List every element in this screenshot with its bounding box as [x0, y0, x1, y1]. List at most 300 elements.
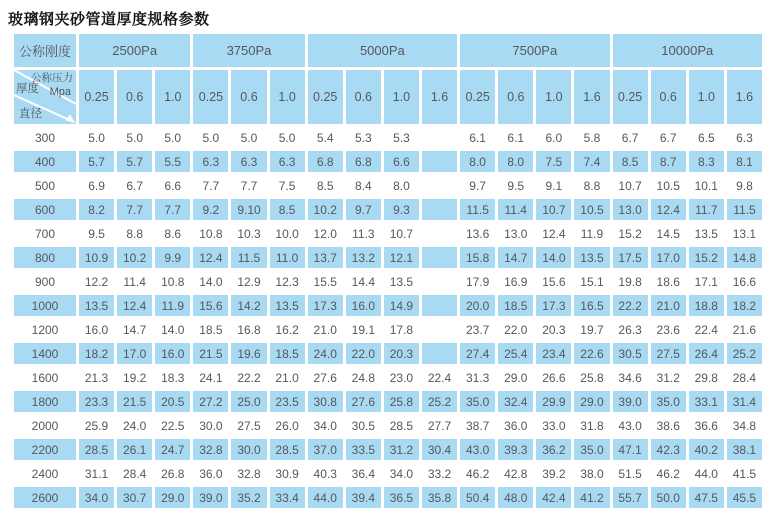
thickness-value: 27.7 [427, 418, 452, 433]
thickness-value: 5.5 [155, 151, 190, 172]
thickness-value: 6.0 [545, 130, 563, 145]
thickness-value: 34.6 [618, 370, 642, 385]
thickness-value: 41.5 [732, 466, 757, 481]
thickness-value: 8.8 [583, 178, 601, 193]
diameter-cell: 2200 [14, 439, 76, 460]
thickness-value: 9.5 [88, 226, 105, 241]
thickness-value: 18.2 [727, 295, 762, 316]
thickness-value: 36.6 [694, 418, 718, 433]
table-row [14, 223, 762, 244]
thickness-value: 17.0 [117, 343, 152, 364]
thickness-value: 25.0 [231, 391, 266, 412]
thickness-value: 12.2 [84, 274, 109, 289]
thickness-value: 38.6 [656, 418, 680, 433]
thickness-value: 9.7 [469, 178, 486, 193]
pressure-header: 0.25 [460, 70, 495, 124]
thickness-value: 11.4 [123, 274, 146, 289]
thickness-value: 28.5 [79, 439, 114, 460]
thickness-value: 18.5 [270, 343, 305, 364]
thickness-value: 38.7 [465, 418, 490, 433]
pressure-header: 1.0 [384, 70, 419, 124]
thickness-value: 5.4 [316, 130, 334, 145]
thickness-value: 5.0 [278, 130, 296, 145]
thickness-value: 7.7 [240, 178, 258, 193]
table-row [14, 127, 762, 148]
thickness-value: 25.2 [422, 391, 457, 412]
diameter-cell: 1200 [31, 322, 59, 337]
thickness-value: 20.5 [155, 391, 190, 412]
thickness-value: 6.6 [384, 151, 419, 172]
thickness-value: 36.2 [536, 439, 571, 460]
thickness-value: 7.5 [536, 151, 571, 172]
thickness-value: 9.8 [736, 178, 753, 193]
thickness-value: 18.6 [656, 274, 680, 289]
table-row [14, 487, 762, 508]
thickness-value: 6.1 [507, 130, 525, 145]
thickness-value: 45.5 [727, 487, 762, 508]
thickness-value: 21.6 [732, 322, 757, 337]
thickness-value: 34.0 [389, 466, 414, 481]
diameter-cell: 1000 [14, 295, 76, 316]
thickness-value: 17.5 [613, 247, 648, 268]
table-row [14, 319, 762, 340]
thickness-value [422, 343, 457, 364]
thickness-value: 7.7 [202, 178, 220, 193]
thickness-value: 14.0 [199, 274, 223, 289]
thickness-value: 11.7 [689, 199, 724, 220]
thickness-value: 50.0 [651, 487, 686, 508]
table-row [14, 151, 762, 172]
table-row [14, 247, 762, 268]
thickness-value [422, 199, 457, 220]
thickness-value: 22.0 [504, 322, 528, 337]
thickness-value: 16.2 [275, 322, 299, 337]
thickness-value: 5.0 [126, 130, 143, 145]
thickness-value: 9.5 [507, 178, 525, 193]
thickness-value: 10.2 [117, 247, 152, 268]
thickness-value: 15.6 [193, 295, 228, 316]
thickness-value: 33.2 [427, 466, 452, 481]
thickness-value [422, 175, 457, 196]
thickness-value: 16.0 [84, 322, 109, 337]
stiffness-group-header: 3750Pa [193, 34, 304, 67]
pressure-header: 0.6 [231, 70, 266, 124]
thickness-value: 46.2 [465, 466, 490, 481]
thickness-value: 30.5 [351, 418, 375, 433]
thickness-value: 19.2 [122, 370, 147, 385]
thickness-value: 24.7 [155, 439, 190, 460]
thickness-value: 28.4 [122, 466, 147, 481]
pressure-header: 1.0 [270, 70, 305, 124]
pressure-header: 1.6 [422, 70, 457, 124]
thickness-value: 16.6 [732, 274, 757, 289]
table-row [14, 439, 762, 460]
corner-pressure-unit: Mpa [49, 86, 71, 98]
thickness-value: 13.0 [504, 226, 528, 241]
thickness-value: 47.1 [613, 439, 648, 460]
thickness-value: 32.4 [498, 391, 533, 412]
thickness-value: 9.3 [384, 199, 419, 220]
thickness-value: 13.5 [79, 295, 114, 316]
thickness-value: 50.4 [460, 487, 495, 508]
thickness-value: 8.6 [164, 226, 182, 241]
thickness-value: 34.0 [79, 487, 114, 508]
thickness-value: 39.0 [613, 391, 648, 412]
thickness-value: 11.9 [580, 226, 604, 241]
table-row [14, 391, 762, 412]
thickness-value: 23.4 [536, 343, 571, 364]
corner-thickness-label: 厚度 [16, 83, 39, 95]
thickness-value: 15.2 [618, 226, 642, 241]
thickness-value: 23.3 [79, 391, 114, 412]
thickness-value: 46.2 [656, 466, 680, 481]
thickness-value: 44.0 [694, 466, 718, 481]
table-row [14, 295, 762, 316]
thickness-value: 27.2 [193, 391, 228, 412]
thickness-value: 26.1 [117, 439, 152, 460]
thickness-value: 7.7 [117, 199, 152, 220]
thickness-value: 13.5 [574, 247, 609, 268]
thickness-value: 47.5 [689, 487, 724, 508]
thickness-value: 13.0 [613, 199, 648, 220]
thickness-value: 25.8 [384, 391, 419, 412]
thickness-value: 27.6 [346, 391, 381, 412]
table-row [14, 463, 762, 484]
thickness-value: 18.5 [498, 295, 533, 316]
thickness-value: 12.3 [275, 274, 299, 289]
thickness-value: 6.7 [621, 130, 639, 145]
thickness-value: 44.0 [308, 487, 343, 508]
thickness-value: 43.0 [618, 418, 642, 433]
thickness-value: 22.2 [237, 370, 261, 385]
stiffness-group-header: 7500Pa [460, 34, 609, 67]
thickness-value: 51.5 [618, 466, 642, 481]
thickness-value: 14.9 [384, 295, 419, 316]
pressure-header: 1.0 [689, 70, 724, 124]
thickness-value: 31.3 [465, 370, 490, 385]
thickness-value: 11.5 [231, 247, 266, 268]
thickness-value: 27.6 [313, 370, 337, 385]
thickness-value: 30.9 [275, 466, 299, 481]
thickness-value: 38.1 [727, 439, 762, 460]
table-row [14, 271, 762, 292]
thickness-value: 39.4 [346, 487, 381, 508]
thickness-value: 17.9 [465, 274, 490, 289]
thickness-value: 6.6 [164, 178, 182, 193]
stiffness-group-header: 2500Pa [79, 34, 190, 67]
thickness-value: 39.2 [542, 466, 566, 481]
corner-diameter-label: 直径 [19, 107, 42, 120]
thickness-value: 28.4 [732, 370, 757, 385]
thickness-value: 8.0 [498, 151, 533, 172]
thickness-value: 27.5 [237, 418, 261, 433]
thickness-value: 6.1 [469, 130, 486, 145]
thickness-value: 30.7 [117, 487, 152, 508]
thickness-value: 42.4 [536, 487, 571, 508]
thickness-value: 9.1 [545, 178, 563, 193]
thickness-value: 11.9 [155, 295, 190, 316]
table-row [14, 343, 762, 364]
thickness-value: 13.7 [308, 247, 343, 268]
thickness-value: 25.9 [84, 418, 109, 433]
thickness-value: 10.7 [536, 199, 571, 220]
thickness-value: 6.7 [659, 130, 677, 145]
thickness-value: 55.7 [613, 487, 648, 508]
thickness-value: 37.0 [308, 439, 343, 460]
thickness-value: 10.2 [308, 199, 343, 220]
diameter-cell: 300 [34, 130, 56, 145]
thickness-value: 30.0 [199, 418, 223, 433]
thickness-value: 6.3 [270, 151, 305, 172]
thickness-value: 17.8 [389, 322, 414, 337]
thickness-value: 27.4 [460, 343, 495, 364]
thickness-value [422, 127, 457, 148]
thickness-value: 10.8 [199, 226, 223, 241]
thickness-value: 8.0 [460, 151, 495, 172]
thickness-value: 5.0 [164, 130, 182, 145]
thickness-value: 39.0 [193, 487, 228, 508]
thickness-value: 24.0 [122, 418, 147, 433]
thickness-value: 16.0 [346, 295, 381, 316]
thickness-value: 30.4 [422, 439, 457, 460]
thickness-value: 13.6 [465, 226, 490, 241]
thickness-value: 15.6 [542, 274, 566, 289]
thickness-value: 29.0 [504, 370, 528, 385]
thickness-value: 6.3 [231, 151, 266, 172]
thickness-value: 5.0 [202, 130, 220, 145]
pressure-header: 1.0 [155, 70, 190, 124]
thickness-value: 25.2 [727, 343, 762, 364]
thickness-value: 13.2 [346, 247, 381, 268]
thickness-value: 28.5 [389, 418, 414, 433]
thickness-value: 6.3 [736, 130, 753, 145]
thickness-value: 26.4 [689, 343, 724, 364]
thickness-value: 16.0 [155, 343, 190, 364]
thickness-value: 32.8 [237, 466, 261, 481]
thickness-value: 10.5 [656, 178, 680, 193]
thickness-value: 34.8 [732, 418, 757, 433]
thickness-value: 41.2 [574, 487, 609, 508]
thickness-value: 8.7 [651, 151, 686, 172]
diameter-cell: 1400 [14, 343, 76, 364]
thickness-value: 24.0 [308, 343, 343, 364]
thickness-value: 5.3 [393, 130, 410, 145]
thickness-value: 8.1 [727, 151, 762, 172]
thickness-value: 18.8 [689, 295, 724, 316]
thickness-value: 35.0 [651, 391, 686, 412]
thickness-value: 42.3 [651, 439, 686, 460]
pressure-header: 0.25 [613, 70, 648, 124]
thickness-value: 25.8 [580, 370, 604, 385]
stiffness-header-label: 公称刚度 [14, 34, 76, 67]
thickness-value: 18.3 [161, 370, 185, 385]
thickness-value: 5.7 [79, 151, 114, 172]
thickness-value: 17.3 [308, 295, 343, 316]
corner-pressure-label: 公称压力 [31, 72, 73, 84]
thickness-value: 16.9 [504, 274, 528, 289]
thickness-value: 22.4 [694, 322, 718, 337]
thickness-value: 39.3 [498, 439, 533, 460]
thickness-value: 9.7 [346, 199, 381, 220]
thickness-value: 21.5 [193, 343, 228, 364]
thickness-value: 7.7 [155, 199, 190, 220]
stiffness-group-header: 5000Pa [308, 34, 457, 67]
thickness-value: 29.0 [155, 487, 190, 508]
corner-cell [14, 70, 76, 124]
thickness-value: 13.5 [270, 295, 305, 316]
thickness-value: 9.9 [155, 247, 190, 268]
thickness-value: 15.2 [689, 247, 724, 268]
thickness-value: 16.5 [574, 295, 609, 316]
thickness-value: 8.2 [79, 199, 114, 220]
thickness-value: 11.5 [460, 199, 495, 220]
thickness-value: 8.5 [270, 199, 305, 220]
pressure-header: 0.25 [193, 70, 228, 124]
thickness-value: 8.4 [354, 178, 372, 193]
thickness-value: 18.2 [79, 343, 114, 364]
diameter-cell: 1600 [31, 370, 59, 385]
thickness-value: 22.2 [613, 295, 648, 316]
thickness-value: 16.8 [237, 322, 261, 337]
thickness-value: 25.4 [498, 343, 533, 364]
table-head [14, 34, 762, 124]
thickness-value: 43.0 [460, 439, 495, 460]
thickness-value: 31.1 [84, 466, 109, 481]
pressure-header: 1.6 [727, 70, 762, 124]
thickness-value: 9.2 [193, 199, 228, 220]
thickness-value: 14.4 [351, 274, 375, 289]
thickness-value: 26.8 [161, 466, 185, 481]
thickness-value: 12.0 [313, 226, 337, 241]
pressure-header: 0.25 [308, 70, 343, 124]
pressure-header-row [14, 70, 762, 124]
thickness-value: 32.8 [193, 439, 228, 460]
thickness-value: 17.1 [694, 274, 718, 289]
thickness-value: 20.0 [460, 295, 495, 316]
diameter-cell: 800 [14, 247, 76, 268]
thickness-value: 23.5 [270, 391, 305, 412]
thickness-value: 9.10 [231, 199, 266, 220]
thickness-value: 30.0 [231, 439, 266, 460]
table-body [14, 127, 762, 508]
diameter-cell: 2400 [31, 466, 59, 481]
thickness-value: 42.8 [504, 466, 528, 481]
thickness-value: 23.6 [656, 322, 680, 337]
diameter-cell: 500 [34, 178, 56, 193]
thickness-value: 14.0 [536, 247, 571, 268]
thickness-value: 6.8 [308, 151, 343, 172]
thickness-value: 22.5 [161, 418, 185, 433]
thickness-value: 18.5 [199, 322, 223, 337]
page-title: 玻璃钢夹砂管道厚度规格参数 [8, 11, 210, 28]
thickness-value: 10.7 [618, 178, 642, 193]
pressure-header: 1.6 [574, 70, 609, 124]
thickness-value: 14.0 [161, 322, 185, 337]
thickness-value: 10.1 [694, 178, 718, 193]
thickness-value: 33.4 [270, 487, 305, 508]
thickness-value: 19.1 [351, 322, 375, 337]
thickness-value [422, 223, 457, 244]
thickness-value: 21.3 [84, 370, 109, 385]
thickness-value: 36.4 [351, 466, 375, 481]
thickness-value: 26.0 [275, 418, 299, 433]
thickness-value: 26.6 [542, 370, 566, 385]
thickness-value: 11.5 [727, 199, 762, 220]
thickness-value: 17.3 [536, 295, 571, 316]
diameter-cell: 400 [14, 151, 76, 172]
thickness-value: 5.0 [240, 130, 258, 145]
thickness-value: 35.0 [574, 439, 609, 460]
stiffness-group-header: 10000Pa [613, 34, 762, 67]
pressure-header: 1.0 [536, 70, 571, 124]
thickness-value: 13.5 [694, 226, 718, 241]
thickness-value: 35.8 [422, 487, 457, 508]
thickness-value: 31.4 [727, 391, 762, 412]
thickness-value: 6.9 [88, 178, 105, 193]
thickness-value: 21.5 [117, 391, 152, 412]
thickness-value: 31.2 [384, 439, 419, 460]
pressure-header: 0.6 [346, 70, 381, 124]
thickness-value: 5.3 [354, 130, 372, 145]
thickness-value: 40.2 [689, 439, 724, 460]
thickness-value: 29.8 [694, 370, 718, 385]
pressure-header: 0.6 [117, 70, 152, 124]
thickness-value: 35.2 [231, 487, 266, 508]
thickness-value: 8.3 [689, 151, 724, 172]
thickness-value: 6.8 [346, 151, 381, 172]
thickness-value: 8.5 [316, 178, 334, 193]
table-row [14, 367, 762, 388]
thickness-value: 20.3 [384, 343, 419, 364]
table-row [14, 415, 762, 436]
thickness-value: 5.7 [117, 151, 152, 172]
diameter-cell: 2600 [14, 487, 76, 508]
thickness-value: 10.0 [275, 226, 299, 241]
thickness-value: 12.9 [237, 274, 261, 289]
thickness-value: 11.3 [352, 226, 375, 241]
thickness-value: 10.7 [389, 226, 414, 241]
thickness-value: 23.7 [465, 322, 490, 337]
thickness-value: 22.6 [574, 343, 609, 364]
pressure-header: 0.25 [79, 70, 114, 124]
table-row [14, 199, 762, 220]
diameter-cell: 600 [14, 199, 76, 220]
thickness-value: 10.8 [161, 274, 185, 289]
table-row [14, 175, 762, 196]
diameter-cell: 900 [34, 274, 56, 289]
thickness-value: 48.0 [498, 487, 533, 508]
thickness-value: 19.8 [618, 274, 642, 289]
thickness-value: 12.4 [193, 247, 228, 268]
thickness-value: 33.0 [542, 418, 566, 433]
thickness-value: 10.3 [237, 226, 261, 241]
thickness-value: 22.0 [346, 343, 381, 364]
thickness-value: 36.0 [199, 466, 223, 481]
thickness-value: 8.5 [613, 151, 648, 172]
thickness-value: 7.5 [278, 178, 296, 193]
thickness-value: 14.5 [656, 226, 680, 241]
spec-table [11, 31, 765, 511]
thickness-value: 33.1 [689, 391, 724, 412]
thickness-value: 29.0 [574, 391, 609, 412]
thickness-value: 22.4 [427, 370, 452, 385]
thickness-value: 36.5 [384, 487, 419, 508]
thickness-value: 24.8 [351, 370, 375, 385]
stiffness-header-row [14, 34, 762, 67]
thickness-value: 11.4 [498, 199, 533, 220]
diameter-cell: 700 [34, 226, 56, 241]
thickness-value: 8.0 [393, 178, 410, 193]
